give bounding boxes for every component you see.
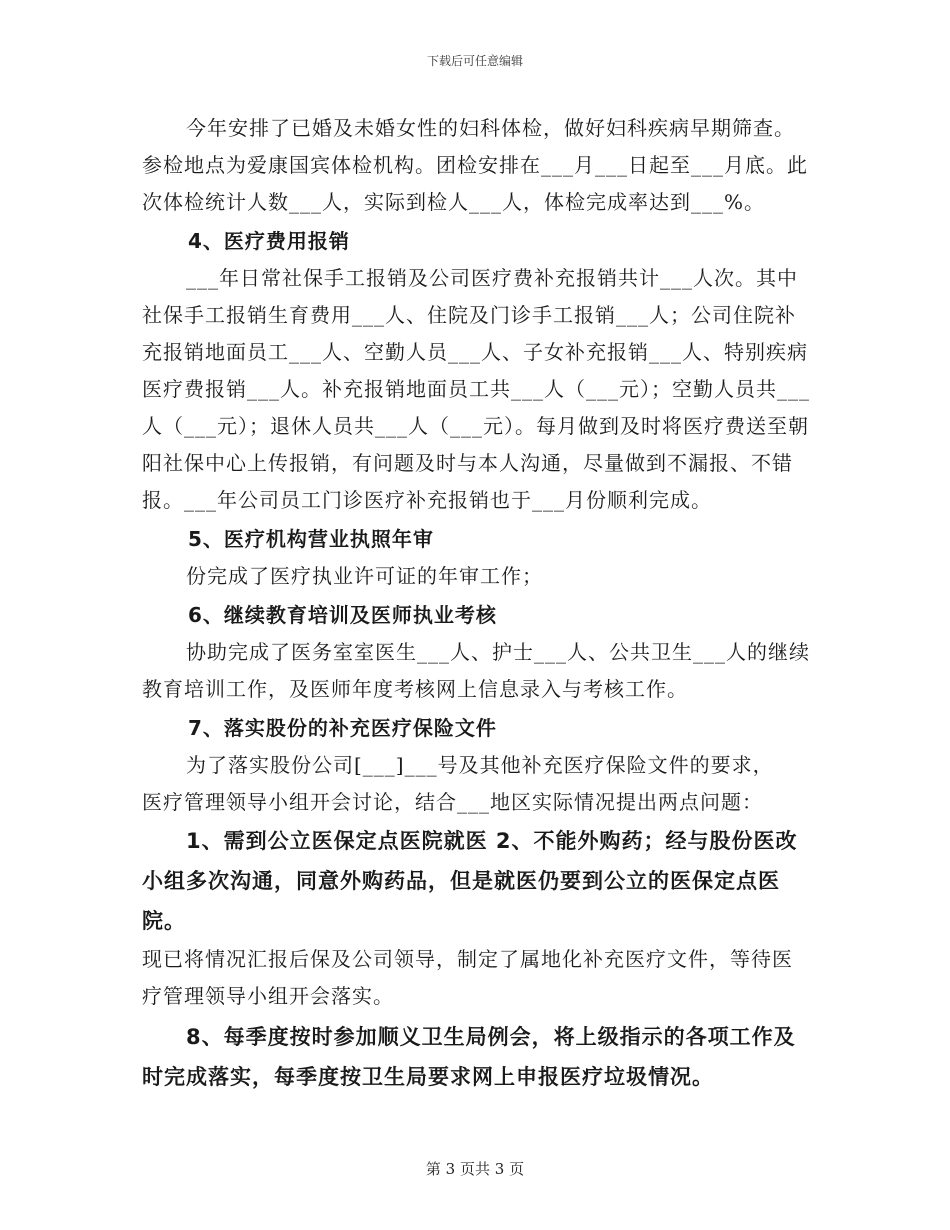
paragraph-insurance-issues: 1、需到公立医保定点医院就医 2、不能外购药；经与股份医改小组多次沟通，同意外购药品，但是就医仍要到公立的医保定点医院。 — [142, 829, 798, 933]
heading-supplementary-insurance: 7、落实股份的补充医疗保险文件 — [188, 716, 497, 740]
heading-medical-reimbursement: 4、医疗费用报销 — [188, 229, 350, 253]
heading-license-review: 5、医疗机构营业执照年审 — [188, 527, 434, 551]
paragraph-gynecology-checkup: 今年安排了已婚及未婚女性的妇科体检，做好妇科疾病早期筛查。参检地点为爱康国宾体检机构。团检安排在___月___日起至___月底。此次体检统计人数___人，实际到检人___人，体检完成率达到___%。 — [142, 116, 808, 214]
paragraph-insurance-status: 现已将情况汇报后保及公司领导，制定了属地化补充医疗文件，等待医疗管理领导小组开会落实。 — [142, 947, 793, 1008]
paragraph-reimbursement-details: ___年日常社保手工报销及公司医疗费补充报销共计___人次。其中社保手工报销生育费用___人、住院及门诊手工报销___人；公司住院补充报销地面员工___人、空勤人员___人、子女补充报销___人、特别疾病医疗费报销___人。补充报销地面员工共___人（___元）；空勤人员共___人（___元）；退休人员共___人（___元）。每月做到及时将医疗费送至朝阳社保中心上传报销，有问题及时与本人沟通，尽量做到不漏报、不错报。___年公司员工门诊医疗补充报销也于___月份顺利完成。 — [142, 266, 810, 512]
page-footer: 第 3 页共 3 页 — [425, 1160, 525, 1178]
document-body — [142, 110, 810, 1097]
paragraph-insurance-intro: 为了落实股份公司[___]___号及其他补充医疗保险文件的要求， — [186, 753, 774, 777]
paragraph-health-bureau-meetings: 8、每季度按时参加顺义卫生局例会，将上级指示的各项工作及时完成落实，每季度按卫生局要求网上申报医疗垃圾情况。 — [142, 1025, 796, 1089]
paragraph-continuing-education: 协助完成了医务室室医生___人、护士___人、公共卫生___人的继续教育培训工作，及医师年度考核网上信息录入与考核工作。 — [142, 640, 810, 701]
page-header: 下载后可任意编辑 — [426, 54, 523, 68]
paragraph-insurance-discussion: 医疗管理领导小组开会讨论，结合___地区实际情况提出两点问题： — [142, 790, 763, 814]
heading-continuing-education: 6、继续教育培训及医师执业考核 — [188, 603, 497, 627]
paragraph-license-review: 份完成了医疗执业许可证的年审工作； — [186, 564, 543, 588]
